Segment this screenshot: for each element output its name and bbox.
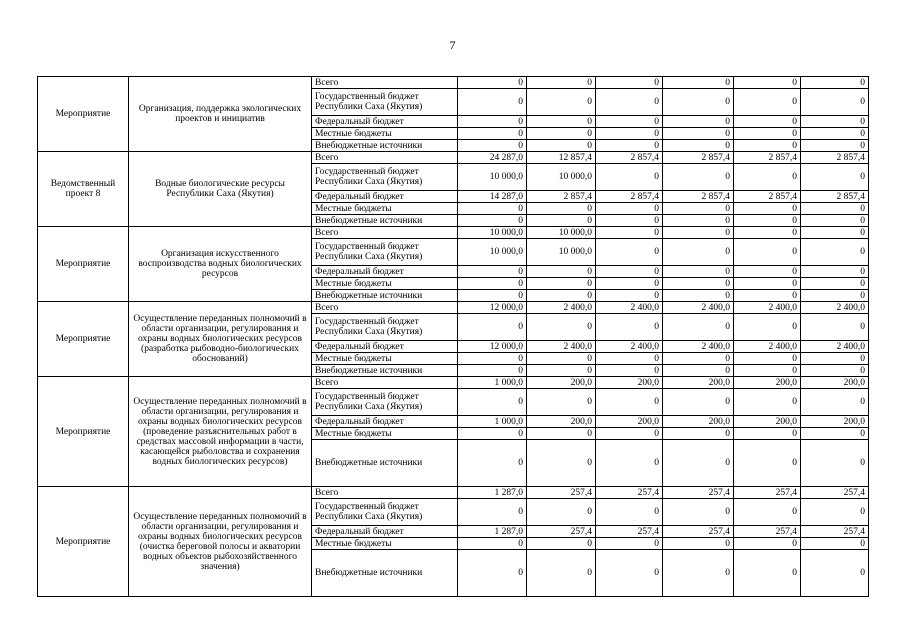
- amount-cell: 0: [734, 538, 801, 550]
- item-name-cell: Осуществление переданных полномочий в области организации, регулирования и охраны водных биологических ресурсов (очистка береговой полосы и акватории водных объектов рыбохозяйственного значения): [129, 487, 312, 597]
- amount-cell: 2 400,0: [734, 341, 801, 353]
- amount-cell: 0: [527, 266, 596, 278]
- amount-cell: 0: [734, 128, 801, 140]
- amount-cell: 12 000,0: [458, 341, 527, 353]
- amount-cell: 0: [458, 365, 527, 377]
- amount-cell: 0: [527, 389, 596, 416]
- amount-cell: 0: [734, 440, 801, 487]
- funding-source-cell: Всего: [312, 152, 458, 164]
- amount-cell: 1 287,0: [458, 487, 527, 499]
- amount-cell: 0: [801, 164, 869, 191]
- amount-cell: 0: [801, 428, 869, 440]
- amount-cell: 2 857,4: [801, 191, 869, 203]
- funding-source-cell: Всего: [312, 77, 458, 89]
- table-row: [38, 152, 869, 164]
- amount-cell: 257,4: [801, 526, 869, 538]
- amount-cell: 0: [663, 128, 734, 140]
- amount-cell: 0: [801, 538, 869, 550]
- amount-cell: 2 857,4: [734, 152, 801, 164]
- amount-cell: 0: [734, 215, 801, 227]
- funding-source-cell: Всего: [312, 487, 458, 499]
- amount-cell: 10 000,0: [458, 239, 527, 266]
- amount-cell: 0: [527, 116, 596, 128]
- table-row: [38, 302, 869, 314]
- amount-cell: 0: [663, 550, 734, 597]
- funding-source-cell: Местные бюджеты: [312, 353, 458, 365]
- amount-cell: 257,4: [801, 487, 869, 499]
- amount-cell: 0: [734, 365, 801, 377]
- amount-cell: 0: [596, 227, 663, 239]
- amount-cell: 0: [458, 278, 527, 290]
- amount-cell: 200,0: [734, 377, 801, 389]
- amount-cell: 0: [801, 77, 869, 89]
- amount-cell: 0: [663, 77, 734, 89]
- funding-source-cell: Внебюджетные источники: [312, 440, 458, 487]
- page-number: 7: [449, 38, 456, 52]
- amount-cell: 0: [801, 266, 869, 278]
- table-row: [38, 377, 869, 389]
- amount-cell: 200,0: [734, 416, 801, 428]
- amount-cell: 200,0: [663, 377, 734, 389]
- amount-cell: 0: [801, 140, 869, 152]
- amount-cell: 0: [527, 89, 596, 116]
- amount-cell: 0: [596, 278, 663, 290]
- amount-cell: 1 000,0: [458, 416, 527, 428]
- amount-cell: 0: [734, 353, 801, 365]
- amount-cell: 200,0: [596, 377, 663, 389]
- amount-cell: 0: [527, 140, 596, 152]
- amount-cell: 0: [527, 128, 596, 140]
- amount-cell: 0: [801, 203, 869, 215]
- funding-source-cell: Федеральный бюджет: [312, 526, 458, 538]
- amount-cell: 0: [663, 89, 734, 116]
- amount-cell: 0: [458, 290, 527, 302]
- amount-cell: 10 000,0: [527, 227, 596, 239]
- amount-cell: 0: [596, 140, 663, 152]
- funding-source-cell: Федеральный бюджет: [312, 341, 458, 353]
- amount-cell: 12 857,4: [527, 152, 596, 164]
- amount-cell: 0: [734, 314, 801, 341]
- funding-source-cell: Федеральный бюджет: [312, 416, 458, 428]
- amount-cell: 0: [458, 128, 527, 140]
- amount-cell: 0: [734, 140, 801, 152]
- amount-cell: 0: [596, 365, 663, 377]
- amount-cell: 200,0: [801, 377, 869, 389]
- amount-cell: 0: [663, 538, 734, 550]
- amount-cell: 0: [663, 389, 734, 416]
- amount-cell: 10 000,0: [458, 164, 527, 191]
- amount-cell: 0: [663, 290, 734, 302]
- item-name-cell: Организация искусственного воспроизводства водных биологических ресурсов: [129, 227, 312, 302]
- amount-cell: 2 400,0: [663, 302, 734, 314]
- item-name-cell: Осуществление переданных полномочий в области организации, регулирования и охраны водных биологических ресурсов (разработка рыбоводно-биологических обоснований): [129, 302, 312, 377]
- amount-cell: 0: [596, 215, 663, 227]
- funding-source-cell: Внебюджетные источники: [312, 290, 458, 302]
- amount-cell: 0: [458, 116, 527, 128]
- item-name-cell: Организация, поддержка экологических проектов и инициатив: [129, 77, 312, 152]
- amount-cell: 0: [527, 353, 596, 365]
- amount-cell: 0: [596, 353, 663, 365]
- amount-cell: 0: [801, 128, 869, 140]
- amount-cell: 0: [801, 550, 869, 597]
- amount-cell: 0: [734, 428, 801, 440]
- amount-cell: 0: [734, 116, 801, 128]
- amount-cell: 2 400,0: [527, 302, 596, 314]
- amount-cell: 0: [801, 353, 869, 365]
- amount-cell: 10 000,0: [527, 239, 596, 266]
- amount-cell: 0: [596, 89, 663, 116]
- amount-cell: 2 400,0: [734, 302, 801, 314]
- funding-source-cell: Государственный бюджет Республики Саха (Якутия): [312, 389, 458, 416]
- amount-cell: 0: [596, 314, 663, 341]
- amount-cell: 0: [663, 353, 734, 365]
- amount-cell: 10 000,0: [458, 227, 527, 239]
- amount-cell: 0: [527, 538, 596, 550]
- amount-cell: 0: [596, 428, 663, 440]
- amount-cell: 0: [527, 278, 596, 290]
- amount-cell: 0: [527, 290, 596, 302]
- amount-cell: 257,4: [663, 526, 734, 538]
- funding-source-cell: Государственный бюджет Республики Саха (Якутия): [312, 499, 458, 526]
- funding-source-cell: Внебюджетные источники: [312, 550, 458, 597]
- amount-cell: 0: [458, 77, 527, 89]
- amount-cell: 0: [458, 353, 527, 365]
- funding-source-cell: Государственный бюджет Республики Саха (Якутия): [312, 239, 458, 266]
- amount-cell: 0: [801, 239, 869, 266]
- amount-cell: 257,4: [734, 487, 801, 499]
- amount-cell: 0: [596, 128, 663, 140]
- amount-cell: 0: [801, 89, 869, 116]
- funding-source-cell: Федеральный бюджет: [312, 266, 458, 278]
- amount-cell: 10 000,0: [527, 164, 596, 191]
- amount-cell: 0: [663, 499, 734, 526]
- funding-source-cell: Государственный бюджет Республики Саха (Якутия): [312, 164, 458, 191]
- amount-cell: 2 400,0: [596, 341, 663, 353]
- amount-cell: 257,4: [663, 487, 734, 499]
- amount-cell: 0: [527, 314, 596, 341]
- amount-cell: 200,0: [527, 377, 596, 389]
- amount-cell: 0: [663, 239, 734, 266]
- amount-cell: 2 857,4: [527, 191, 596, 203]
- funding-source-cell: Местные бюджеты: [312, 128, 458, 140]
- funding-source-cell: Внебюджетные источники: [312, 140, 458, 152]
- item-type-cell: Ведомственный проект 8: [38, 152, 129, 227]
- amount-cell: 0: [663, 215, 734, 227]
- amount-cell: 0: [801, 116, 869, 128]
- amount-cell: 0: [527, 365, 596, 377]
- amount-cell: 2 400,0: [663, 341, 734, 353]
- amount-cell: 2 857,4: [801, 152, 869, 164]
- amount-cell: 0: [663, 266, 734, 278]
- amount-cell: 2 857,4: [596, 152, 663, 164]
- amount-cell: 0: [527, 77, 596, 89]
- amount-cell: 0: [458, 314, 527, 341]
- amount-cell: 0: [663, 365, 734, 377]
- table-row: [38, 77, 869, 89]
- amount-cell: 0: [596, 550, 663, 597]
- item-type-cell: Мероприятие: [38, 227, 129, 302]
- amount-cell: 0: [801, 215, 869, 227]
- amount-cell: 0: [801, 278, 869, 290]
- item-name-cell: Осуществление переданных полномочий в области организации, регулирования и охраны водных биологических ресурсов (проведение разъяснительных работ в средствах массовой информации в части, касающейся рыболовства и сохранения водных биологических ресурсов): [129, 377, 312, 487]
- amount-cell: 2 857,4: [734, 191, 801, 203]
- amount-cell: 2 857,4: [663, 191, 734, 203]
- amount-cell: 0: [663, 203, 734, 215]
- amount-cell: 0: [596, 538, 663, 550]
- amount-cell: 0: [458, 440, 527, 487]
- amount-cell: 200,0: [663, 416, 734, 428]
- budget-table-body: [38, 77, 869, 597]
- amount-cell: 0: [527, 550, 596, 597]
- amount-cell: 0: [663, 428, 734, 440]
- amount-cell: 0: [458, 140, 527, 152]
- funding-source-cell: Всего: [312, 377, 458, 389]
- budget-table: [37, 76, 869, 597]
- table-row: [38, 227, 869, 239]
- amount-cell: 0: [801, 499, 869, 526]
- amount-cell: 257,4: [734, 526, 801, 538]
- amount-cell: 0: [527, 428, 596, 440]
- amount-cell: 0: [801, 227, 869, 239]
- amount-cell: 1 000,0: [458, 377, 527, 389]
- amount-cell: 0: [801, 389, 869, 416]
- amount-cell: 257,4: [527, 526, 596, 538]
- amount-cell: 2 857,4: [663, 152, 734, 164]
- amount-cell: 0: [527, 499, 596, 526]
- amount-cell: 0: [663, 227, 734, 239]
- funding-source-cell: Федеральный бюджет: [312, 116, 458, 128]
- amount-cell: 0: [734, 227, 801, 239]
- funding-source-cell: Всего: [312, 302, 458, 314]
- amount-cell: 0: [663, 440, 734, 487]
- amount-cell: 0: [734, 290, 801, 302]
- amount-cell: 0: [734, 203, 801, 215]
- funding-source-cell: Местные бюджеты: [312, 278, 458, 290]
- amount-cell: 0: [458, 203, 527, 215]
- table-row: [38, 487, 869, 499]
- amount-cell: 2 400,0: [801, 302, 869, 314]
- amount-cell: 0: [527, 215, 596, 227]
- amount-cell: 0: [801, 290, 869, 302]
- amount-cell: 257,4: [527, 487, 596, 499]
- amount-cell: 0: [458, 89, 527, 116]
- item-type-cell: Мероприятие: [38, 487, 129, 597]
- funding-source-cell: Внебюджетные источники: [312, 215, 458, 227]
- funding-source-cell: Местные бюджеты: [312, 203, 458, 215]
- amount-cell: 0: [596, 290, 663, 302]
- amount-cell: 0: [458, 215, 527, 227]
- amount-cell: 0: [734, 239, 801, 266]
- amount-cell: 0: [458, 550, 527, 597]
- item-type-cell: Мероприятие: [38, 377, 129, 487]
- amount-cell: 24 287,0: [458, 152, 527, 164]
- amount-cell: 1 287,0: [458, 526, 527, 538]
- amount-cell: 200,0: [596, 416, 663, 428]
- amount-cell: 0: [596, 203, 663, 215]
- amount-cell: 0: [734, 77, 801, 89]
- amount-cell: 200,0: [527, 416, 596, 428]
- amount-cell: 0: [663, 278, 734, 290]
- amount-cell: 0: [734, 389, 801, 416]
- amount-cell: 200,0: [801, 416, 869, 428]
- item-type-cell: Мероприятие: [38, 77, 129, 152]
- funding-source-cell: Государственный бюджет Республики Саха (Якутия): [312, 89, 458, 116]
- amount-cell: 0: [596, 77, 663, 89]
- amount-cell: 0: [663, 116, 734, 128]
- amount-cell: 0: [734, 164, 801, 191]
- amount-cell: 0: [596, 266, 663, 278]
- amount-cell: 0: [596, 389, 663, 416]
- amount-cell: 0: [596, 440, 663, 487]
- amount-cell: 0: [663, 164, 734, 191]
- amount-cell: 0: [596, 116, 663, 128]
- funding-source-cell: Местные бюджеты: [312, 428, 458, 440]
- amount-cell: 0: [527, 203, 596, 215]
- amount-cell: 0: [458, 266, 527, 278]
- funding-source-cell: Государственный бюджет Республики Саха (Якутия): [312, 314, 458, 341]
- amount-cell: 0: [734, 89, 801, 116]
- amount-cell: 0: [596, 499, 663, 526]
- funding-source-cell: Местные бюджеты: [312, 538, 458, 550]
- amount-cell: 0: [801, 314, 869, 341]
- funding-source-cell: Всего: [312, 227, 458, 239]
- amount-cell: 2 857,4: [596, 191, 663, 203]
- amount-cell: 2 400,0: [527, 341, 596, 353]
- item-type-cell: Мероприятие: [38, 302, 129, 377]
- amount-cell: 2 400,0: [801, 341, 869, 353]
- amount-cell: 0: [458, 389, 527, 416]
- amount-cell: 257,4: [596, 487, 663, 499]
- amount-cell: 0: [734, 278, 801, 290]
- amount-cell: 0: [458, 499, 527, 526]
- amount-cell: 0: [596, 239, 663, 266]
- amount-cell: 12 000,0: [458, 302, 527, 314]
- funding-source-cell: Внебюджетные источники: [312, 365, 458, 377]
- amount-cell: 0: [458, 538, 527, 550]
- amount-cell: 0: [596, 164, 663, 191]
- amount-cell: 0: [663, 140, 734, 152]
- amount-cell: 2 400,0: [596, 302, 663, 314]
- funding-source-cell: Федеральный бюджет: [312, 191, 458, 203]
- amount-cell: 0: [734, 266, 801, 278]
- item-name-cell: Водные биологические ресурсы Республики Саха (Якутия): [129, 152, 312, 227]
- amount-cell: 0: [663, 314, 734, 341]
- amount-cell: 0: [734, 550, 801, 597]
- amount-cell: 0: [458, 428, 527, 440]
- amount-cell: 14 287,0: [458, 191, 527, 203]
- amount-cell: 0: [734, 499, 801, 526]
- amount-cell: 0: [527, 440, 596, 487]
- amount-cell: 257,4: [596, 526, 663, 538]
- amount-cell: 0: [801, 440, 869, 487]
- amount-cell: 0: [801, 365, 869, 377]
